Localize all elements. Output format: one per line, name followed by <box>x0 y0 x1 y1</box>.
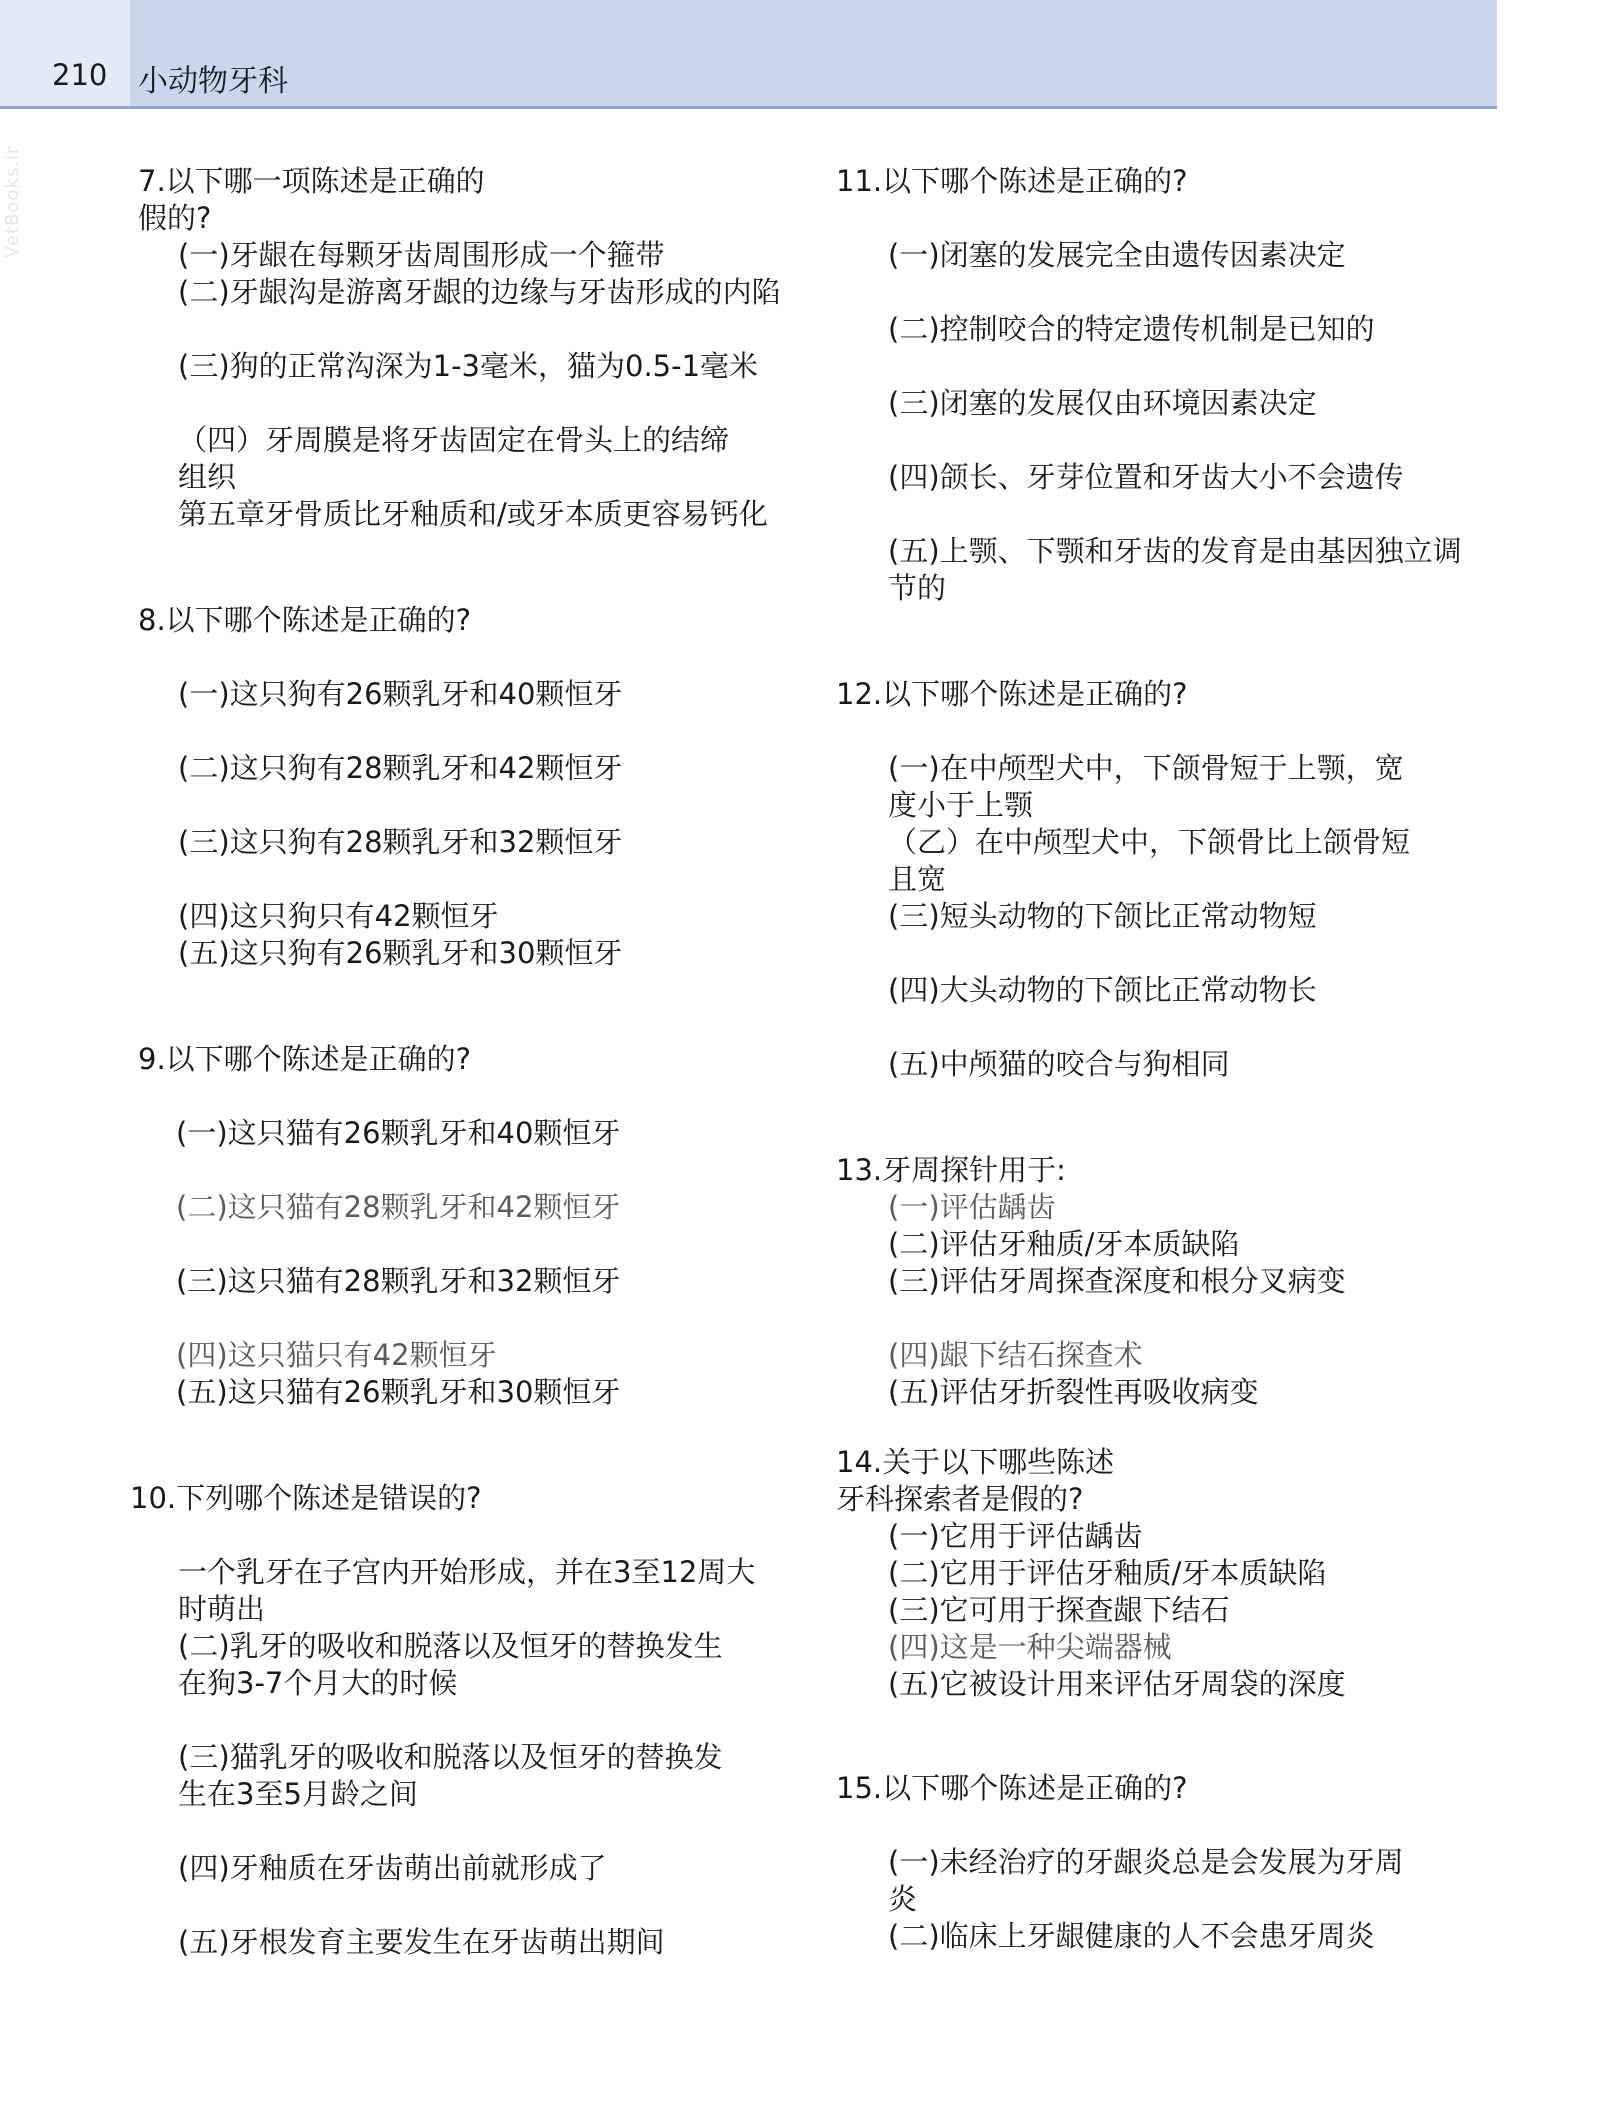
options-list <box>836 1844 1476 1955</box>
question-stem: 15.以下哪个陈述是正确的? <box>836 1771 1188 1805</box>
question-14 <box>836 1444 1476 1703</box>
options-list <box>138 237 808 533</box>
option-b: (二)这只猫有28颗乳牙和42颗恒牙 <box>176 1190 621 1224</box>
option-a: (一)在中颅型犬中，下颌骨短于上颚，宽 度小于上颚 <box>888 751 1404 822</box>
option-e: (五)这只猫有26颗乳牙和30颗恒牙 <box>176 1375 621 1409</box>
option-a: (一)评估龋齿 <box>888 1190 1056 1224</box>
option-b: (二)评估牙釉质/牙本质缺陷 <box>888 1227 1240 1261</box>
option-e: (五)它被设计用来评估牙周袋的深度 <box>888 1667 1346 1701</box>
question-stem: 8.以下哪个陈述是正确的? <box>138 603 472 637</box>
question-13 <box>836 1152 1476 1411</box>
options-list <box>138 1115 808 1411</box>
option-b: (二)临床上牙龈健康的人不会患牙周炎 <box>888 1919 1375 1953</box>
option-c: (三)闭塞的发展仅由环境因素决定 <box>888 386 1317 420</box>
options-list <box>836 237 1476 607</box>
option-b: (二)控制咬合的特定遗传机制是已知的 <box>888 312 1375 346</box>
option-d: (四)这是一种尖端器械 <box>888 1630 1172 1664</box>
question-10 <box>130 1480 810 1961</box>
question-15 <box>836 1770 1476 1955</box>
option-d: (四)这只猫只有42颗恒牙 <box>176 1338 497 1372</box>
option-a: (一)它用于评估龋齿 <box>888 1519 1143 1553</box>
options-list <box>138 676 808 972</box>
option-c: (三)评估牙周探查深度和根分叉病变 <box>888 1264 1346 1298</box>
question-8 <box>138 602 808 972</box>
option-c: (三)这只狗有28颗乳牙和32颗恒牙 <box>178 825 623 859</box>
option-c: (三)这只猫有28颗乳牙和32颗恒牙 <box>176 1264 621 1298</box>
option-a: (一)牙龈在每颗牙齿周围形成一个箍带 <box>178 238 665 272</box>
option-a: (一)这只猫有26颗乳牙和40颗恒牙 <box>176 1116 621 1150</box>
option-c: (三)狗的正常沟深为1-3毫米，猫为0.5-1毫米 <box>178 349 759 383</box>
option-e: (五)牙根发育主要发生在牙齿萌出期间 <box>178 1925 665 1959</box>
page-number: 210 <box>52 58 108 92</box>
option-e: 第五章牙骨质比牙釉质和/或牙本质更容易钙化 <box>178 497 768 531</box>
option-d: (四)颌长、牙芽位置和牙齿大小不会遗传 <box>888 460 1404 494</box>
question-stem: 11.以下哪个陈述是正确的? <box>836 164 1188 198</box>
book-title: 小动物牙科 <box>138 64 288 99</box>
option-a: (一)这只狗有26颗乳牙和40颗恒牙 <box>178 677 623 711</box>
option-a: (一)未经治疗的牙龈炎总是会发展为牙周 炎 <box>888 1845 1404 1916</box>
question-stem: 13.牙周探针用于: <box>836 1153 1066 1187</box>
options-list <box>836 1518 1476 1703</box>
question-stem: 12.以下哪个陈述是正确的? <box>836 677 1188 711</box>
option-d: (四)这只狗只有42颗恒牙 <box>178 899 499 933</box>
option-c: (三)短头动物的下颌比正常动物短 <box>888 899 1317 933</box>
question-stem: 7.以下哪一项陈述是正确的 假的? <box>138 164 485 235</box>
option-a: (一)闭塞的发展完全由遗传因素决定 <box>888 238 1346 272</box>
question-stem: 9.以下哪个陈述是正确的? <box>138 1042 472 1076</box>
options-list <box>836 1189 1476 1411</box>
option-e: (五)中颅猫的咬合与狗相同 <box>888 1047 1230 1081</box>
option-b: (二)乳牙的吸收和脱落以及恒牙的替换发生 在狗3-7个月大的时候 <box>178 1629 723 1700</box>
watermark: VetBooks.ir <box>2 145 23 258</box>
options-list <box>130 1554 810 1961</box>
option-e: (五)上颚、下颚和牙齿的发育是由基因独立调 节的 <box>888 534 1462 605</box>
option-d: (四)龈下结石探查术 <box>888 1338 1143 1372</box>
option-b: (二)这只狗有28颗乳牙和42颗恒牙 <box>178 751 623 785</box>
question-12 <box>836 676 1476 1083</box>
options-list <box>836 750 1476 1083</box>
question-9 <box>138 1041 808 1411</box>
question-stem: 14.关于以下哪些陈述 牙科探索者是假的? <box>836 1445 1115 1516</box>
option-b: （乙）在中颅型犬中，下颌骨比上颌骨短 且宽 <box>888 825 1411 896</box>
question-7 <box>138 163 808 533</box>
question-stem: 10.下列哪个陈述是错误的? <box>130 1481 482 1515</box>
option-d: (四)牙釉质在牙齿萌出前就形成了 <box>178 1851 607 1885</box>
option-e: (五)评估牙折裂性再吸收病变 <box>888 1375 1259 1409</box>
option-a: 一个乳牙在子宫内开始形成，并在3至12周大 时萌出 <box>178 1555 756 1626</box>
option-c: (三)猫乳牙的吸收和脱落以及恒牙的替换发 生在3至5月龄之间 <box>178 1740 723 1811</box>
question-11 <box>836 163 1476 607</box>
option-c: (三)它可用于探查龈下结石 <box>888 1593 1230 1627</box>
option-d: (四)大头动物的下颌比正常动物长 <box>888 973 1317 1007</box>
option-e: (五)这只狗有26颗乳牙和30颗恒牙 <box>178 936 623 970</box>
option-d: （四）牙周膜是将牙齿固定在骨头上的结缔 组织 <box>178 423 730 494</box>
option-b: (二)它用于评估牙釉质/牙本质缺陷 <box>888 1556 1327 1590</box>
option-b: (二)牙龈沟是游离牙龈的边缘与牙齿形成的内陷 <box>178 275 781 309</box>
